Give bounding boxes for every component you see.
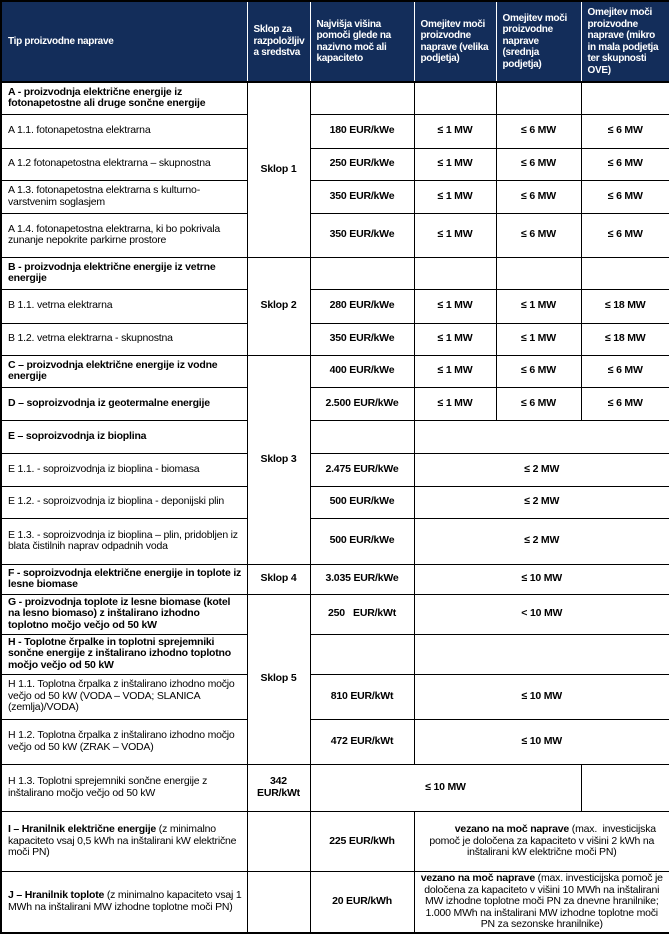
row-a-limit-micro-empty bbox=[581, 82, 669, 114]
row-a14 bbox=[1, 213, 669, 257]
row-g bbox=[1, 594, 669, 634]
row-h12-type: H 1.2. Toplotna črpalka z inštalirano izhodno močjo večjo od 50 kW (ZRAK – VODA) bbox=[1, 719, 247, 764]
row-f-type: F - soproizvodnja električne energije in toplote iz lesne biomase bbox=[1, 564, 247, 594]
row-d-limit-micro: ≤ 6 MW bbox=[581, 387, 669, 420]
row-c-limit-micro: ≤ 6 MW bbox=[581, 355, 669, 387]
row-h-aid-empty bbox=[310, 634, 414, 674]
row-h12-aid: 472 EUR/kWt bbox=[310, 719, 414, 764]
row-j-limit-all bbox=[414, 872, 669, 933]
row-b-aid-empty bbox=[310, 257, 414, 289]
row-a-type: A - proizvodnja električne energije iz fotonapetostne ali druge sončne energije bbox=[1, 82, 247, 114]
row-a11-limit-medium: ≤ 6 MW bbox=[496, 114, 581, 148]
row-h11 bbox=[1, 674, 669, 719]
row-a13-limit-micro: ≤ 6 MW bbox=[581, 180, 669, 213]
row-e11 bbox=[1, 453, 669, 486]
row-j-type-bold: J – Hranilnik toplote bbox=[8, 889, 105, 902]
row-h13 bbox=[1, 764, 669, 811]
row-h-limit-all-empty bbox=[414, 634, 669, 674]
row-a-limit-medium-empty bbox=[496, 82, 581, 114]
row-a13-limit-large: ≤ 1 MW bbox=[414, 180, 496, 213]
row-a14-limit-medium: ≤ 6 MW bbox=[496, 213, 581, 257]
row-i-limit-bold: vezano na moč naprave bbox=[454, 823, 570, 835]
row-b-type: B - proizvodnja električne energije iz vetrne energije bbox=[1, 257, 247, 289]
row-e-type: E – soproizvodnja iz bioplina bbox=[1, 420, 247, 453]
row-b12-limit-large: ≤ 1 MW bbox=[414, 323, 496, 355]
row-e12-aid: 500 EUR/kWe bbox=[310, 486, 414, 518]
row-a14-limit-large: ≤ 1 MW bbox=[414, 213, 496, 257]
row-a-aid-empty bbox=[310, 82, 414, 114]
row-i-type-bold: I – Hranilnik električne energije bbox=[8, 823, 157, 835]
col-header-limit-large: Omejitev moči proizvodne naprave (velika podjetja) bbox=[414, 1, 496, 82]
row-d-limit-large: ≤ 1 MW bbox=[414, 387, 496, 420]
row-c-limit-large: ≤ 1 MW bbox=[414, 355, 496, 387]
row-a11-type: A 1.1. fotonapetostna elektrarna bbox=[1, 114, 247, 148]
row-a11-limit-large: ≤ 1 MW bbox=[414, 114, 496, 148]
row-e bbox=[1, 420, 669, 453]
row-e11-limit-all: ≤ 2 MW bbox=[414, 453, 669, 486]
row-a bbox=[1, 82, 669, 114]
row-b11 bbox=[1, 289, 669, 323]
col-header-limit-micro: Omejitev moči proizvodne naprave (mikro in mala podjetja ter skupnosti OVE) bbox=[581, 1, 669, 82]
row-e13-type: E 1.3. - soproizvodnja iz bioplina – plin, pridobljen iz blata čistilnih naprav odpadnih voda bbox=[1, 518, 247, 564]
row-a11-limit-micro: ≤ 6 MW bbox=[581, 114, 669, 148]
col-header-limit-medium: Omejitev moči proizvodne naprave (srednja podjetja) bbox=[496, 1, 581, 82]
sklop-3-cell: Sklop 3 bbox=[247, 355, 310, 564]
row-b-limit-large-empty bbox=[414, 257, 496, 289]
row-d-limit-medium: ≤ 6 MW bbox=[496, 387, 581, 420]
row-j-aid: 20 EUR/kWh bbox=[310, 872, 414, 933]
sklop-5-cell: Sklop 5 bbox=[247, 594, 310, 764]
row-i-limit-rest: (max. investicijska pomoč je določena za kapaciteto v višini 2 kWh na inštalirani kW električne moči PN) bbox=[429, 823, 659, 858]
row-j-sklop-empty bbox=[247, 872, 310, 933]
row-h13-limit-all: ≤ 10 MW bbox=[310, 764, 581, 811]
row-e12-limit-all: ≤ 2 MW bbox=[414, 486, 669, 518]
row-a13-aid: 350 EUR/kWe bbox=[310, 180, 414, 213]
row-c-type: C – proizvodnja električne energije iz vodne energije bbox=[1, 355, 247, 387]
row-h-type: H - Toplotne črpalke in toplotni sprejemniki sončne energije z inštalirano izhodno toplotno močjo večjo od 50 kW bbox=[1, 634, 247, 674]
row-e11-type: E 1.1. - soproizvodnja iz bioplina - biomasa bbox=[1, 453, 247, 486]
header-row bbox=[1, 1, 669, 82]
row-d-aid: 2.500 EUR/kWe bbox=[310, 387, 414, 420]
col-header-sklop: Sklop za razpoložljiva sredstva bbox=[247, 1, 310, 82]
row-i bbox=[1, 811, 669, 872]
row-j-type-rest: (z minimalno kapaciteto vsaj 1 MWh na inštalirani MW izhodne toplotne moči PN) bbox=[8, 889, 242, 913]
row-b-limit-micro-empty bbox=[581, 257, 669, 289]
row-b11-limit-large: ≤ 1 MW bbox=[414, 289, 496, 323]
row-g-type: G - proizvodnja toplote iz lesne biomase (kotel na lesno biomaso) z inštalirano izhodno toplotno močjo večjo od 50 kW bbox=[1, 594, 247, 634]
row-a14-aid: 350 EUR/kWe bbox=[310, 213, 414, 257]
row-f-aid: 3.035 EUR/kWe bbox=[310, 564, 414, 594]
row-e11-aid: 2.475 EUR/kWe bbox=[310, 453, 414, 486]
row-b bbox=[1, 257, 669, 289]
row-b-limit-medium-empty bbox=[496, 257, 581, 289]
row-a11 bbox=[1, 114, 669, 148]
row-j bbox=[1, 872, 669, 933]
sklop-2-cell: Sklop 2 bbox=[247, 257, 310, 355]
row-b11-limit-medium: ≤ 1 MW bbox=[496, 289, 581, 323]
row-a14-limit-micro: ≤ 6 MW bbox=[581, 213, 669, 257]
row-b12-limit-medium: ≤ 1 MW bbox=[496, 323, 581, 355]
row-a12-type: A 1.2 fotonapetostna elektrarna – skupnostna bbox=[1, 148, 247, 180]
row-e13-aid: 500 EUR/kWe bbox=[310, 518, 414, 564]
sklop-4-cell: Sklop 4 bbox=[247, 564, 310, 594]
row-b12-limit-micro: ≤ 18 MW bbox=[581, 323, 669, 355]
row-a12-limit-large: ≤ 1 MW bbox=[414, 148, 496, 180]
row-a-limit-large-empty bbox=[414, 82, 496, 114]
sklop-1-cell: Sklop 1 bbox=[247, 82, 310, 257]
row-h12 bbox=[1, 719, 669, 764]
row-f-limit-all: ≤ 10 MW bbox=[414, 564, 669, 594]
row-i-sklop-empty bbox=[247, 811, 310, 872]
row-e12-type: E 1.2. - soproizvodnja iz bioplina - deponijski plin bbox=[1, 486, 247, 518]
row-a12-limit-micro: ≤ 6 MW bbox=[581, 148, 669, 180]
row-e13-limit-all: ≤ 2 MW bbox=[414, 518, 669, 564]
row-d-type: D – soproizvodnja iz geotermalne energije bbox=[1, 387, 247, 420]
row-d bbox=[1, 387, 669, 420]
row-j-limit-bold: vezano na moč naprave bbox=[420, 872, 535, 884]
row-e-aid-empty bbox=[310, 420, 414, 453]
row-c bbox=[1, 355, 669, 387]
row-h11-aid: 810 EUR/kWt bbox=[310, 674, 414, 719]
row-h bbox=[1, 634, 669, 674]
row-a14-type: A 1.4. fotonapetostna elektrarna, ki bo pokrivala zunanje nepokrite parkirne prostore bbox=[1, 213, 247, 257]
row-a12 bbox=[1, 148, 669, 180]
row-e12 bbox=[1, 486, 669, 518]
row-b12-aid: 350 EUR/kWe bbox=[310, 323, 414, 355]
row-a12-aid: 250 EUR/kWe bbox=[310, 148, 414, 180]
row-c-limit-medium: ≤ 6 MW bbox=[496, 355, 581, 387]
col-header-aid: Najvišja višina pomoči glede na nazivno moč ali kapaciteto bbox=[310, 1, 414, 82]
row-e13 bbox=[1, 518, 669, 564]
row-h11-limit-all: ≤ 10 MW bbox=[414, 674, 669, 719]
row-e-limit-all-empty bbox=[414, 420, 669, 453]
row-f bbox=[1, 564, 669, 594]
row-a12-limit-medium: ≤ 6 MW bbox=[496, 148, 581, 180]
row-b11-limit-micro: ≤ 18 MW bbox=[581, 289, 669, 323]
row-i-limit-all bbox=[414, 811, 669, 872]
row-c-aid: 400 EUR/kWe bbox=[310, 355, 414, 387]
col-header-type: Tip proizvodne naprave bbox=[1, 1, 247, 82]
row-a13-type: A 1.3. fotonapetostna elektrarna s kulturno-varstvenim soglasjem bbox=[1, 180, 247, 213]
row-j-type bbox=[1, 872, 247, 933]
row-b11-aid: 280 EUR/kWe bbox=[310, 289, 414, 323]
row-g-limit-all: < 10 MW bbox=[414, 594, 669, 634]
row-h11-type: H 1.1. Toplotna črpalka z inštalirano izhodno močjo večjo od 50 kW (VODA – VODA; SLANICA (zemlja)/VODA) bbox=[1, 674, 247, 719]
row-b12 bbox=[1, 323, 669, 355]
row-h13-type: H 1.3. Toplotni sprejemniki sončne energije z inštalirano močjo večjo od 50 kW bbox=[1, 764, 247, 811]
row-b11-type: B 1.1. vetrna elektrarna bbox=[1, 289, 247, 323]
row-b12-type: B 1.2. vetrna elektrarna - skupnostna bbox=[1, 323, 247, 355]
row-g-aid: 250 EUR/kWt bbox=[310, 594, 414, 634]
row-a13-limit-medium: ≤ 6 MW bbox=[496, 180, 581, 213]
row-h13-aid: 342 EUR/kWt bbox=[247, 764, 310, 811]
row-i-type bbox=[1, 811, 247, 872]
row-i-type-rest: (z minimalno kapaciteto vsaj 0,5 kWh na inštalirani kW električne moči PN) bbox=[8, 823, 237, 858]
row-j-limit-rest: (max. investicijska pomoč je določena za kapaciteto v višini 10 MWh na inštalirani MW izhodne toplotne moči PN za dnevne hranilnike; 1.000 MWh na inštalirani MW izhodne toplotne moči PN za sezonske hranilnike) bbox=[424, 872, 663, 930]
row-a13 bbox=[1, 180, 669, 213]
row-a11-aid: 180 EUR/kWe bbox=[310, 114, 414, 148]
row-i-aid: 225 EUR/kWh bbox=[310, 811, 414, 872]
row-h12-limit-all: ≤ 10 MW bbox=[414, 719, 669, 764]
